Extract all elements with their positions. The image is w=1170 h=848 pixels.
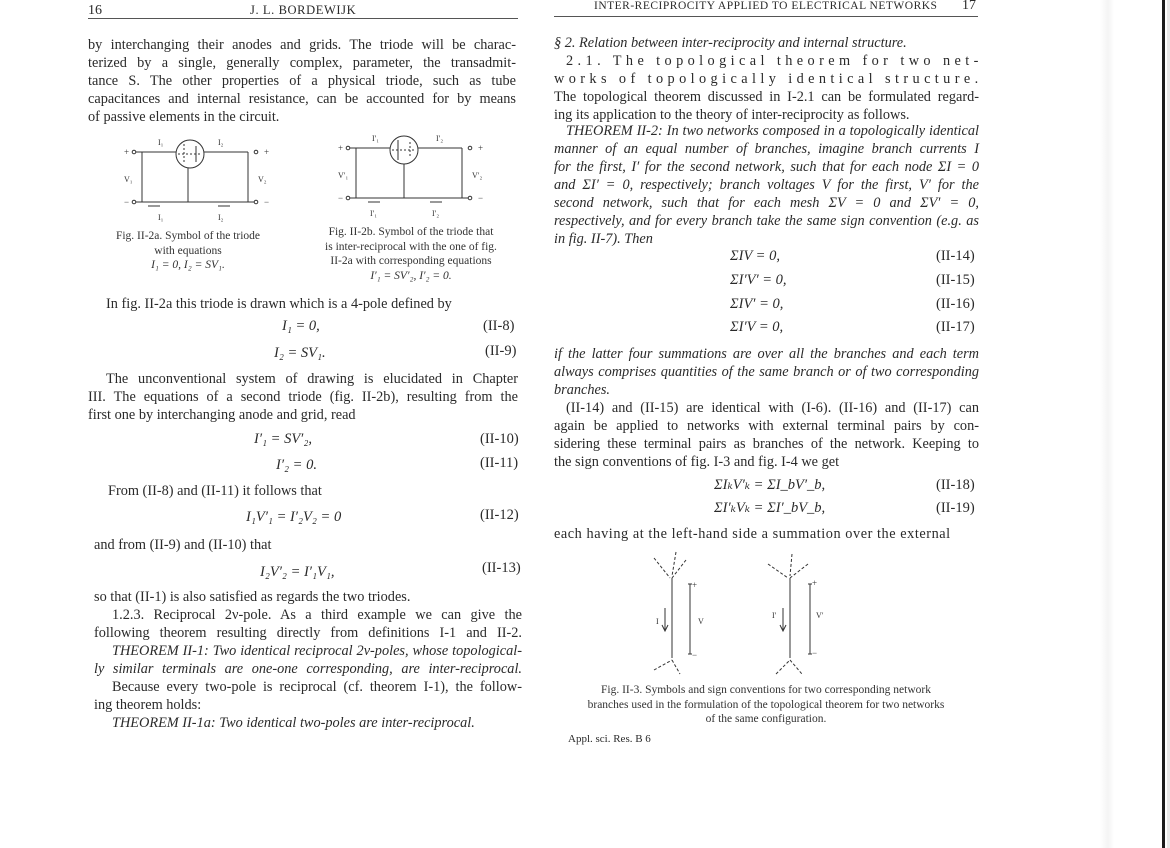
caption-line: Fig. II-3. Symbols and sign conventions for two corresponding network xyxy=(601,684,931,696)
page-edge xyxy=(1162,0,1165,848)
label-minus-left: − xyxy=(124,197,130,207)
label-minus-right: − xyxy=(264,197,270,207)
equation-II-16: ΣIV′ = 0, xyxy=(730,296,784,312)
label-V: V xyxy=(698,617,704,626)
text-line: respectively, and for every branch take the same sign convention (e.g. as xyxy=(554,213,979,229)
condition-paragraph xyxy=(554,345,979,399)
caption-line: branches used in the formulation of the topological theorem for two networks xyxy=(587,698,945,711)
equation-number-II-9: (II-9) xyxy=(485,343,517,359)
label-I2-prime: I′₂ xyxy=(436,134,444,143)
equation-II-12: I₁V′₁ = I′₂V₂ = 0 xyxy=(246,509,342,525)
text-line: 2.1. The topological theorem for two net- xyxy=(566,53,983,69)
equation-number-II-14: (II-14) xyxy=(936,248,975,264)
text-and-from: and from (II-9) and (II-10) that xyxy=(94,537,272,553)
equation-II-14: ΣIV = 0, xyxy=(730,248,780,264)
figure-a-caption xyxy=(90,229,286,273)
equation-number-II-8: (II-8) xyxy=(483,318,515,334)
text-line: for the first, I′ for the second network, such that for each node ΣI = 0 xyxy=(554,159,979,175)
paragraph-unconventional xyxy=(88,370,518,424)
text-line: of passive elements in the circuit. xyxy=(88,109,280,125)
label-plus: + xyxy=(812,578,818,588)
label-minus: − xyxy=(812,648,818,658)
section-heading: § 2. Relation between inter-reciprocity and internal structure. xyxy=(554,35,907,51)
equation-II-17: ΣI′V = 0, xyxy=(730,319,784,335)
text-line: The topological theorem discussed in I-2.1 can be formulated regard- xyxy=(554,89,979,105)
text-line: again be applied to networks with external terminal pairs by con- xyxy=(554,418,979,434)
text-line: (II-14) and (II-15) are identical with (I-6). (II-16) and (II-17) can xyxy=(566,400,979,416)
caption-line: II-2a with corresponding equations xyxy=(330,255,492,267)
equation-number-II-13: (II-13) xyxy=(482,560,521,576)
text-line: first one by interchanging anode and grid, read xyxy=(88,407,356,423)
label-minus-left: − xyxy=(338,193,344,203)
label-I: I xyxy=(656,617,659,626)
left-closing-paragraph xyxy=(94,588,522,732)
text-line: Because every two-pole is reciprocal (cf. theorem I-1), the follow- xyxy=(112,679,522,695)
label-I2: I₂ xyxy=(218,138,224,147)
equation-II-11: I′₂ = 0. xyxy=(276,457,317,473)
label-plus-left: + xyxy=(124,147,130,157)
equation-II-10: I′₁ = SV′₂, xyxy=(254,431,313,447)
caption-line: Fig. II-2b. Symbol of the triode that xyxy=(328,226,494,238)
text-line: following theorem resulting directly from definitions I-1 and II-2. xyxy=(94,625,522,641)
label-minus: − xyxy=(692,650,698,660)
label-I1-prime: I′₁ xyxy=(372,134,380,143)
equation-number-II-12: (II-12) xyxy=(480,507,519,523)
text-line: THEOREM II-2: In two networks composed in a topologically identical xyxy=(566,123,979,139)
text-line: works of topologically identical structure. xyxy=(554,71,983,87)
equation-II-19: ΣI′ₖVₖ = ΣI′_bV_b, xyxy=(714,500,826,516)
figure-b-caption xyxy=(305,225,517,283)
footer-journal-ref: Appl. sci. Res. B 6 xyxy=(568,733,651,745)
left-page xyxy=(0,0,540,848)
paragraph-identical xyxy=(554,399,979,471)
figure-3-caption xyxy=(550,683,982,727)
figure-triode-b xyxy=(332,128,492,224)
theorem-II-1-line: ly similar terminals are one-one corresponding, are inter-reciprocal. xyxy=(94,661,522,677)
text-line: so that (II-1) is also satisfied as regards the two triodes. xyxy=(94,589,411,605)
text-line: by interchanging their anodes and grids. The triode will be charac- xyxy=(88,37,516,53)
equation-number-II-17: (II-17) xyxy=(936,319,975,335)
label-I1: I₁ xyxy=(158,138,164,147)
figure-branches xyxy=(640,550,870,678)
binding-shadow xyxy=(1100,0,1170,848)
caption-line: of the same configuration. xyxy=(705,713,827,725)
caption-line: is inter-reciprocal with the one of fig. xyxy=(325,240,497,253)
left-running-title: J. L. BORDEWIJK xyxy=(250,3,357,17)
label-minus-right: − xyxy=(478,193,484,203)
text-line: terized by a single, generally complex, parameter, the transadmit- xyxy=(88,55,516,71)
label-V1-prime: V′₁ xyxy=(338,171,349,180)
label-V-prime: V′ xyxy=(816,611,824,620)
text-line: if the latter four summations are over all the branches and each term xyxy=(554,346,979,362)
label-I2-bottom: I₂ xyxy=(218,213,224,222)
text-line: The unconventional system of drawing is elucidated in Chapter xyxy=(106,371,518,387)
text-line: in fig. II-7). Then xyxy=(554,231,653,247)
theorem-II-1-line: THEOREM II-1: Two identical reciprocal 2ν-poles, whose topological- xyxy=(112,643,522,659)
label-I-prime: I′ xyxy=(772,611,777,620)
caption-line: I₁ = 0, I₂ = SV₁. xyxy=(151,259,225,271)
right-page xyxy=(540,0,1100,848)
label-I1-bottom: I₁ xyxy=(158,213,164,222)
label-V2: V₂ xyxy=(258,175,267,184)
equation-II-18: ΣIₖV′ₖ = ΣI_bV′_b, xyxy=(714,477,826,493)
text-line: and ΣI′ = 0, respectively; branch voltages V for the first, V′ for the xyxy=(554,177,979,193)
label-V2-prime: V′₂ xyxy=(472,171,483,180)
caption-line: Fig. II-2a. Symbol of the triode xyxy=(115,230,261,242)
label-plus-right: + xyxy=(264,147,270,157)
text-line: ing theorem holds: xyxy=(94,697,202,713)
text-line: capacitances and internal resistance, can be accounted for by means xyxy=(88,91,516,107)
text-line: III. The equations of a second triode (fig. II-2b), resulting from the xyxy=(88,389,518,405)
caption-line: I′₁ = SV′₂, I′₂ = 0. xyxy=(370,269,452,282)
text-line: sidering these terminal pairs as branches of the network. Keeping to xyxy=(554,436,979,452)
equation-II-9: I₂ = SV₁. xyxy=(274,345,326,361)
caption-line: with equations xyxy=(154,244,222,257)
label-V1: V₁ xyxy=(124,175,133,184)
paragraph-topological xyxy=(554,52,983,124)
equation-number-II-11: (II-11) xyxy=(480,455,519,471)
right-page-number: 17 xyxy=(962,0,976,13)
text-line: branches. xyxy=(554,382,610,398)
label-I1-prime-bottom: I′₁ xyxy=(370,209,378,218)
equation-number-II-18: (II-18) xyxy=(936,477,975,493)
theorem-II-2 xyxy=(554,122,979,248)
equation-number-II-15: (II-15) xyxy=(936,272,975,288)
right-header-rule xyxy=(554,16,978,17)
equation-II-15: ΣI′V′ = 0, xyxy=(730,272,787,288)
equation-II-8: I₁ = 0, xyxy=(282,318,320,334)
text-each-having: each having at the left-hand side a summation over the external xyxy=(554,526,951,542)
text-after-figures: In fig. II-2a this triode is drawn which is a 4-pole defined by xyxy=(106,296,452,312)
label-plus: + xyxy=(692,580,698,590)
text-line: second network, such that for each mesh ΣV = 0 and ΣV′ = 0, xyxy=(554,195,979,211)
equation-II-13: I₂V′₂ = I′₁V₁, xyxy=(260,564,335,580)
text-line: always comprises quantities of the same branch or of two corresponding xyxy=(554,364,979,380)
text-line: tance S. The other properties of a physical triode, such as tube xyxy=(88,73,516,89)
text-line: 1.2.3. Reciprocal 2ν-pole. As a third example we can give the xyxy=(112,607,522,623)
label-plus-right: + xyxy=(478,143,484,153)
label-plus-left: + xyxy=(338,143,344,153)
figure-triode-a xyxy=(118,132,278,228)
theorem-II-1a-line: THEOREM II-1a: Two identical two-poles are inter-reciprocal. xyxy=(112,715,475,731)
equation-number-II-16: (II-16) xyxy=(936,296,975,312)
label-I2-prime-bottom: I′₂ xyxy=(432,209,440,218)
right-running-title: INTER-RECIPROCITY APPLIED TO ELECTRICAL NETWORKS xyxy=(594,0,938,12)
left-page-number: 16 xyxy=(88,3,102,18)
text-from-II-8: From (II-8) and (II-11) it follows that xyxy=(108,483,322,499)
text-line: ing its application to the theory of inter-reciprocity as follows. xyxy=(554,107,910,123)
text-line: manner of an equal number of branches, imagine branch currents I xyxy=(554,141,979,157)
equation-number-II-19: (II-19) xyxy=(936,500,975,516)
left-header-rule xyxy=(88,18,518,19)
text-line: the sign conventions of fig. I-3 and fig. I-4 we get xyxy=(554,454,840,470)
equation-number-II-10: (II-10) xyxy=(480,431,519,447)
left-intro-paragraph xyxy=(88,36,516,126)
